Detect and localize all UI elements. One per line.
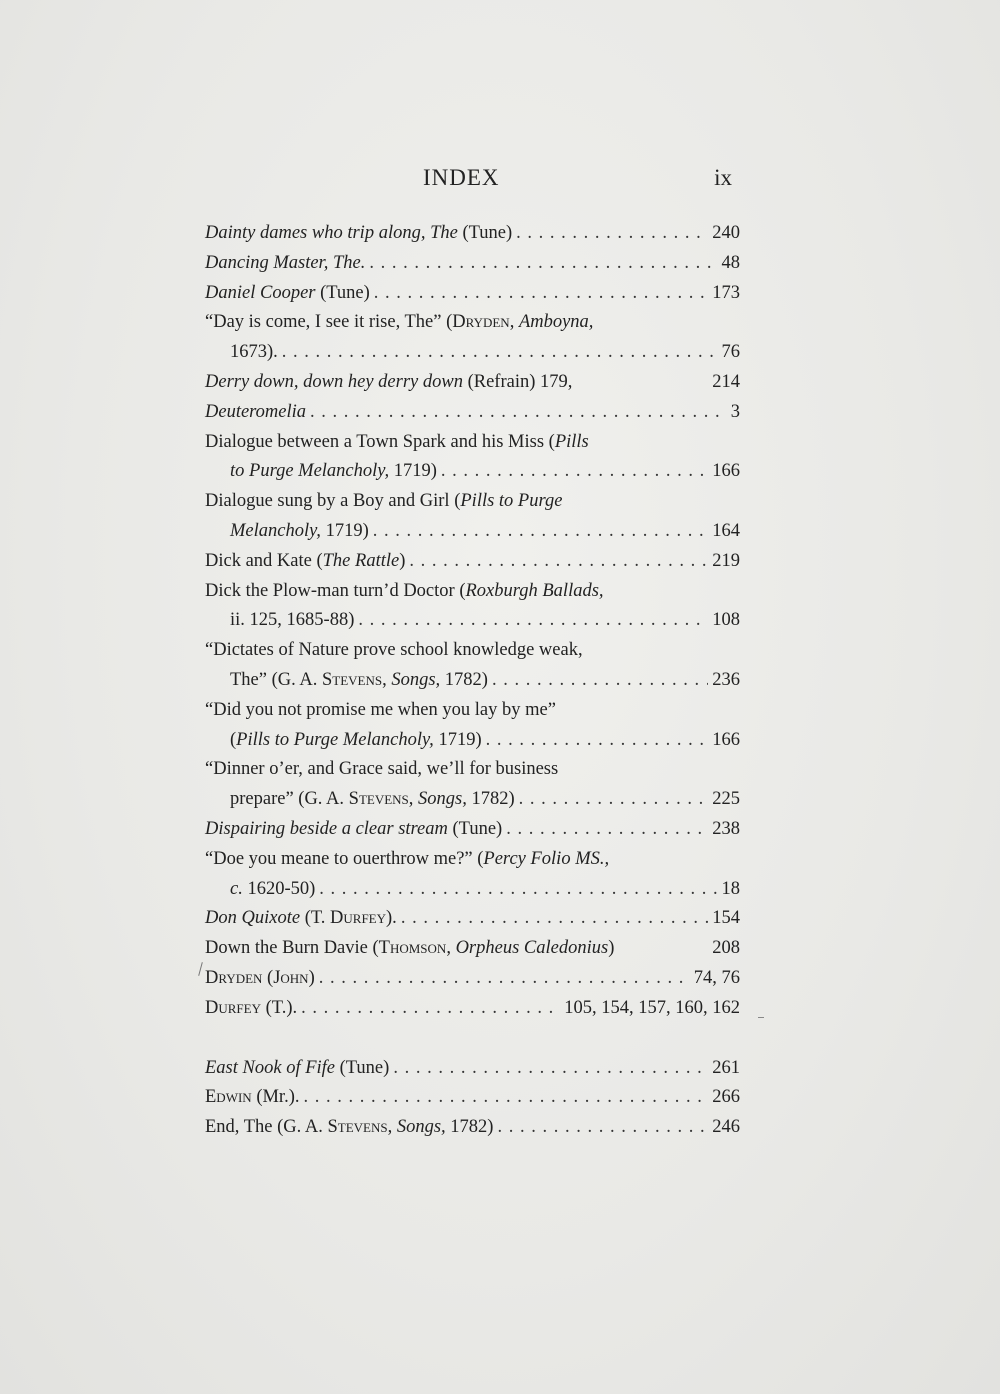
dot-leader — [310, 402, 727, 423]
entry-text — [205, 551, 405, 572]
page-reference: 105, 154, 157, 160, 162 — [564, 997, 740, 1018]
plain-text: ii. 125, 1685-88) — [230, 610, 355, 631]
plain-text: 1673). — [230, 342, 278, 363]
dot-leader — [319, 968, 690, 989]
plain-text: (Tune) — [335, 1057, 390, 1078]
entry-text — [205, 432, 589, 453]
index-entry — [205, 581, 740, 611]
plain-text: 1782) — [466, 789, 515, 810]
italic-text: Songs, — [396, 1117, 446, 1138]
entry-text — [205, 670, 488, 691]
plain-text: (T. — [300, 908, 331, 929]
page-reference: 246 — [712, 1117, 740, 1138]
entry-text — [205, 789, 515, 810]
small-caps-text: Stevens — [348, 789, 409, 810]
index-entry — [205, 759, 740, 789]
page-reference: 166 — [712, 729, 740, 750]
entry-text — [205, 879, 315, 900]
page-reference: 18 — [721, 878, 740, 899]
plain-text: prepare” (G. A. — [230, 789, 349, 810]
index-entry — [205, 700, 740, 730]
plain-text: 1620-50) — [242, 878, 316, 899]
italic-text: Roxburgh Ballads, — [465, 580, 604, 601]
page-reference: 173 — [712, 282, 740, 303]
dot-leader — [401, 908, 708, 929]
entry-text — [205, 610, 354, 631]
entry-text — [205, 223, 512, 244]
italic-text: c. — [230, 878, 243, 899]
index-entry — [205, 283, 740, 313]
dot-leader — [409, 551, 708, 572]
entry-text — [205, 759, 558, 780]
index-entry — [205, 849, 740, 879]
italic-text: Songs, — [418, 789, 467, 810]
plain-text: 1719) — [320, 520, 369, 541]
page-reference: 74, 76 — [693, 967, 740, 988]
entry-text — [205, 908, 397, 929]
page-reference: 261 — [712, 1057, 740, 1078]
entry-text — [205, 312, 593, 333]
dot-leader — [282, 342, 718, 363]
index-entry — [205, 253, 740, 283]
dot-leader — [301, 998, 560, 1019]
italic-text: Pills to Purge — [460, 491, 563, 512]
page-title: INDEX — [423, 165, 500, 190]
entry-text — [205, 640, 583, 661]
small-caps-text: Stevens — [327, 1117, 388, 1138]
index-entry-continuation — [205, 461, 740, 491]
page-number: ix — [714, 165, 732, 190]
entry-text — [205, 283, 370, 304]
page-reference: 108 — [712, 610, 740, 631]
plain-text: ) — [608, 938, 615, 959]
page-reference: 208 — [712, 938, 740, 959]
italic-text: Daniel Cooper — [205, 282, 316, 303]
entry-text — [205, 938, 614, 959]
running-head — [205, 165, 735, 195]
page-reference: 240 — [712, 223, 740, 243]
page-reference: 236 — [712, 669, 740, 690]
plain-text: “Doe you meane to ouerthrow me?” ( — [205, 848, 484, 869]
index-entry — [205, 998, 740, 1028]
dot-leader — [516, 223, 708, 244]
index-entry — [205, 491, 740, 521]
entry-text — [205, 849, 609, 870]
small-caps-text: Durfey — [330, 908, 387, 929]
page-reference: 164 — [712, 520, 740, 541]
dot-leader — [373, 521, 709, 542]
dot-leader — [303, 1087, 708, 1108]
small-caps-text: Edwin — [205, 1087, 252, 1108]
page-reference: 214 — [712, 371, 740, 392]
plain-text: Dialogue between a Town Spark and his Miss ( — [205, 431, 555, 452]
entry-text — [205, 1058, 389, 1079]
italic-text: The Rattle — [322, 550, 400, 571]
index-entry-continuation — [205, 789, 740, 819]
page-reference: 48 — [721, 252, 740, 273]
index-entry-continuation — [205, 610, 740, 640]
page-reference: 238 — [712, 818, 740, 839]
index-entry-list — [205, 223, 740, 1147]
entry-text — [205, 461, 437, 482]
page-reference: 76 — [721, 342, 740, 363]
page-reference: 3 — [730, 401, 740, 422]
dot-leader — [369, 253, 717, 274]
plain-text: “Dinner o’er, and Grace said, we’ll for business — [205, 759, 559, 780]
plain-text: , — [509, 312, 519, 333]
dot-leader — [492, 670, 708, 691]
italic-text: Percy Folio MS., — [483, 848, 610, 869]
entry-text — [205, 342, 278, 363]
small-caps-text: Stevens — [321, 669, 383, 690]
plain-text: , — [382, 669, 392, 690]
dot-leader — [486, 730, 709, 751]
dot-leader — [441, 461, 708, 482]
italic-text: Melancholy, — [230, 520, 321, 541]
plain-text: ) — [399, 550, 406, 571]
plain-text: 1782) — [445, 1117, 494, 1138]
index-entry — [205, 402, 740, 432]
dot-leader — [358, 610, 708, 631]
italic-text: Dancing Master, The. — [205, 252, 366, 273]
index-entry — [205, 372, 740, 402]
plain-text: “Day is come, I see it rise, The” ( — [205, 312, 453, 333]
entry-text — [205, 372, 572, 393]
index-entry — [205, 908, 740, 938]
index-entry — [205, 938, 740, 968]
plain-text: (Refrain) 179, — [462, 371, 573, 392]
plain-text: Dick the Plow-man turn’d Doctor ( — [205, 580, 466, 601]
index-entry-continuation — [205, 342, 740, 372]
entry-text — [205, 730, 482, 751]
dot-leader — [319, 879, 717, 900]
small-caps-text: Dryden (John) — [205, 967, 315, 988]
plain-text: , — [446, 938, 456, 959]
italic-text: Derry down, down hey derry down — [205, 371, 463, 392]
index-entry — [205, 312, 740, 342]
plain-text: ). — [386, 908, 397, 929]
plain-text: 1719) — [433, 729, 482, 750]
plain-text: “Did you not promise me when you lay by me” — [205, 699, 556, 720]
index-entry — [205, 432, 740, 462]
index-entry-continuation — [205, 521, 740, 551]
plain-text: End, The (G. A. — [205, 1117, 328, 1138]
plain-text: (Mr.). — [251, 1087, 300, 1108]
entry-text — [205, 521, 369, 542]
dot-leader — [374, 283, 708, 304]
plain-text: (Tune) — [315, 282, 370, 303]
italic-text: Amboyna, — [518, 312, 594, 333]
page-blemish — [758, 1017, 764, 1018]
index-entry — [205, 1117, 740, 1147]
page-reference: 219 — [712, 550, 740, 571]
small-caps-text: Durfey — [205, 997, 261, 1018]
italic-text: Dispairing beside a clear stream — [205, 818, 448, 839]
plain-text: The” (G. A. — [230, 669, 322, 690]
page-reference: 154 — [712, 908, 740, 929]
italic-text: Pills to Purge Melancholy, — [236, 729, 434, 750]
dot-leader — [393, 1058, 708, 1079]
plain-text: (Tune) — [447, 818, 503, 839]
entry-text — [205, 968, 315, 989]
plain-text: 1719) — [389, 461, 437, 482]
plain-text: (T.). — [260, 997, 298, 1018]
entry-text — [205, 1117, 493, 1138]
page-reference: 266 — [712, 1087, 740, 1108]
italic-text: Orpheus Caledonius — [455, 938, 609, 959]
entry-text — [205, 402, 306, 423]
plain-text: , — [408, 789, 419, 810]
page-blemish — [198, 962, 203, 976]
dot-leader — [519, 789, 709, 810]
index-entry-continuation — [205, 730, 740, 760]
italic-text: Dainty dames who trip along, The — [205, 223, 458, 243]
italic-text: Pills — [554, 431, 589, 452]
index-entry-continuation — [205, 670, 740, 700]
plain-text: , — [387, 1117, 397, 1138]
entry-text — [205, 491, 562, 512]
dot-leader — [506, 819, 708, 840]
index-entry — [205, 1058, 740, 1088]
index-entry-continuation — [205, 879, 740, 909]
italic-text: Deuteromelia — [205, 401, 307, 422]
plain-text: 1782) — [440, 669, 488, 690]
page-reference: 225 — [712, 789, 740, 810]
page-reference: 166 — [712, 461, 740, 482]
index-entry — [205, 819, 740, 849]
index-entry — [205, 223, 740, 253]
plain-text: (Tune) — [457, 223, 513, 243]
index-entry — [205, 968, 740, 998]
italic-text: Don Quixote — [205, 908, 301, 929]
section-gap — [205, 1028, 740, 1058]
plain-text: “Dictates of Nature prove school knowledge weak, — [205, 640, 583, 661]
plain-text: Dialogue sung by a Boy and Girl ( — [205, 491, 461, 512]
entry-text — [205, 998, 297, 1019]
dot-leader — [497, 1117, 708, 1138]
italic-text: to Purge Melancholy, — [230, 461, 390, 482]
small-caps-text: Dryden — [452, 312, 510, 333]
plain-text: ( — [230, 729, 237, 750]
plain-text: Down the Burn Davie ( — [205, 938, 379, 959]
entry-text — [205, 700, 556, 721]
small-caps-text: Thomson — [378, 938, 447, 959]
entry-text — [205, 253, 365, 274]
plain-text: Dick and Kate ( — [205, 550, 323, 571]
index-entry — [205, 551, 740, 581]
index-entry — [205, 640, 740, 670]
entry-text — [205, 581, 604, 602]
index-entry — [205, 1087, 740, 1117]
italic-text: East Nook of Fife — [205, 1057, 335, 1078]
italic-text: Songs, — [391, 669, 441, 690]
entry-text — [205, 1087, 299, 1108]
entry-text — [205, 819, 502, 840]
